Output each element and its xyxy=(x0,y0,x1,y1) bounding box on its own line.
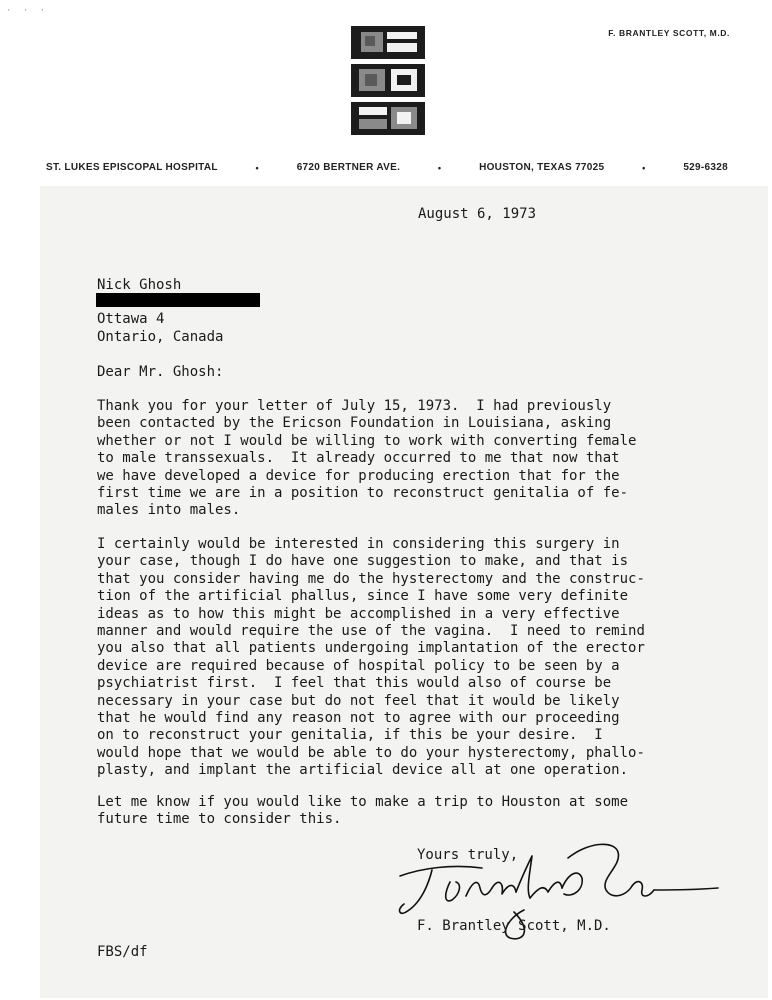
body-line: been contacted by the Ericson Foundation in Louisiana, asking xyxy=(97,415,612,432)
typist-initials: FBS/df xyxy=(97,944,148,960)
body-paragraph-3 xyxy=(97,794,697,829)
scan-marks: · · · xyxy=(6,6,49,16)
body-line: psychiatrist first. I feel that this would also of course be xyxy=(97,675,612,692)
body-line: males into males. xyxy=(97,502,241,519)
bullet-separator: • xyxy=(255,162,259,173)
letterhead-doctor-name: F. BRANTLEY SCOTT, M.D. xyxy=(608,28,730,38)
body-line: we have developed a device for producing erection that for the xyxy=(97,467,620,484)
body-line: on to reconstruct your genitalia, if this be your desire. I xyxy=(97,727,603,744)
body-line: your case, though I do have one suggestion to make, and that is xyxy=(97,553,629,570)
recipient-name: Nick Ghosh xyxy=(97,277,182,293)
redacted-address-bar xyxy=(96,293,260,307)
letterhead-city: HOUSTON, TEXAS 77025 xyxy=(479,162,605,173)
closing: Yours truly, xyxy=(417,847,519,863)
body-line: necessary in your case but do not feel that it would be likely xyxy=(97,692,620,709)
recipient-province: Ontario, Canada xyxy=(97,329,224,345)
body-line: whether or not I would be willing to work with converting female xyxy=(97,432,637,449)
body-line: I certainly would be interested in considering this surgery in xyxy=(97,536,620,552)
body-paragraph-2 xyxy=(97,536,697,780)
body-line: Thank you for your letter of July 15, 1973. I had previously xyxy=(97,398,612,414)
body-line: Let me know if you would like to make a trip to Houston at some xyxy=(97,794,629,810)
bullet-separator: • xyxy=(437,162,442,173)
body-line: would hope that we would be able to do your hysterectomy, phallo- xyxy=(97,744,645,761)
body-line: device are required because of hospital policy to be seen by a xyxy=(97,657,620,674)
body-line: future time to consider this. xyxy=(97,811,342,828)
body-line: manner and would require the use of the vagina. I need to remind xyxy=(97,623,645,640)
letterhead-phone: 529-6328 xyxy=(683,162,728,173)
body-line: to male transsexuals. It already occurred to me that now that xyxy=(97,450,620,467)
signer-name: F. Brantley Scott, M.D. xyxy=(417,918,611,934)
body-line: first time we are in a position to reconstruct genitalia of fe- xyxy=(97,485,629,502)
body-line: plasty, and implant the artificial device all at one operation. xyxy=(97,762,629,779)
letterhead-street: 6720 BERTNER AVE. xyxy=(296,162,401,173)
body-paragraph-1 xyxy=(97,398,697,520)
bullet-separator: • xyxy=(642,162,646,173)
body-line: you also that all patients undergoing implantation of the erector xyxy=(97,640,645,657)
body-line: that you consider having me do the hysterectomy and the construc- xyxy=(97,570,645,587)
body-line: tion of the artificial phallus, since I have some very definite xyxy=(97,588,629,605)
salutation: Dear Mr. Ghosh: xyxy=(97,364,224,380)
body-line: ideas as to how this might be accomplished in a very effective xyxy=(97,605,620,622)
letter-date: August 6, 1973 xyxy=(418,206,537,222)
recipient-city: Ottawa 4 xyxy=(97,311,165,327)
body-line: that he would find any reason not to agree with our proceeding xyxy=(97,710,620,727)
hospital-logo-icon xyxy=(351,26,425,138)
letterhead-address-line xyxy=(46,162,728,173)
letterhead-hospital: ST. LUKES EPISCOPAL HOSPITAL xyxy=(46,162,218,173)
